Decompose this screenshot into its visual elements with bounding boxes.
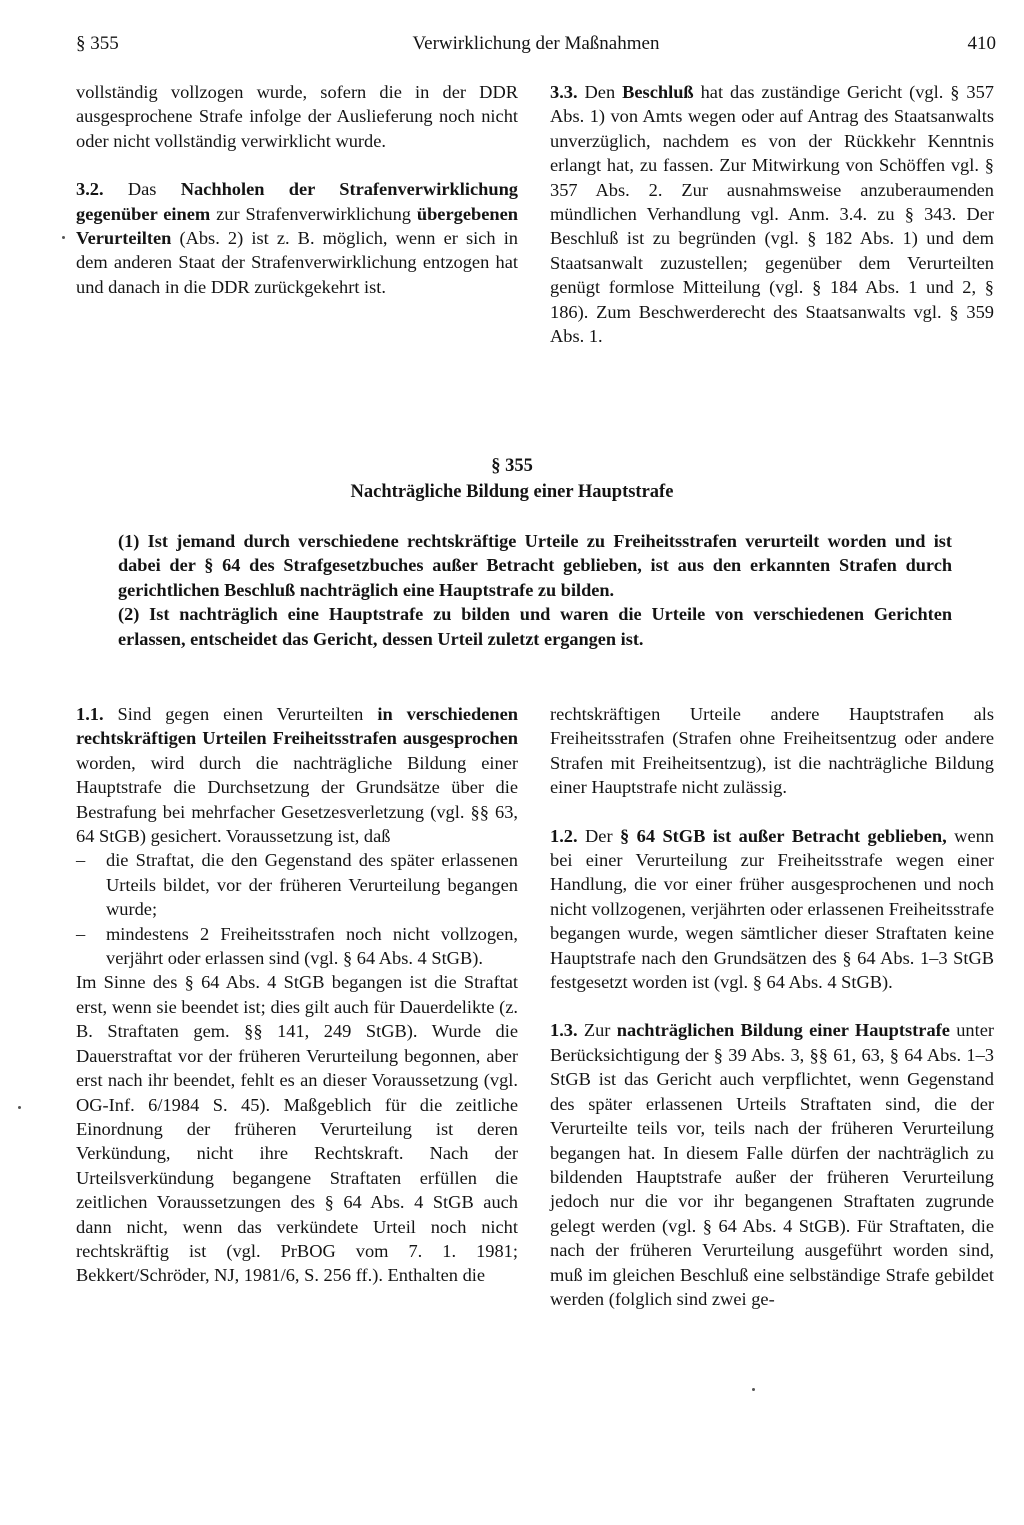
running-header bbox=[76, 30, 996, 62]
dash-bullet: – bbox=[76, 850, 86, 871]
bottom-right-column bbox=[550, 702, 994, 1311]
section-title: Nachträgliche Bildung einer Hauptstrafe bbox=[350, 482, 674, 502]
emphasis-text: Nachholen der Strafenverwirklichung gegenüber einem bbox=[76, 179, 519, 224]
header-section-number: § 355 bbox=[76, 33, 119, 54]
emphasis-text: übergebenen Verurteilten bbox=[76, 203, 518, 249]
list-item-text: die Straftat, die den Gegenstand des später erlassenen Urteils bildet, vor der früheren Verurteilung begangen wurde; bbox=[106, 850, 518, 920]
header-title: Verwirklichung der Maßnahmen bbox=[412, 33, 660, 54]
paragraph-3-3: 3.3. Den Beschluß hat das zuständige Gericht (vgl. § 357 Abs. 1) von Amts wegen oder auf Antrag des Staatsanwalts unverzüglich, nachdem es von der Rückkehr Kenntnis erlangt hat, zu fassen. Zur Mitwirkung von Schöffen vgl. § 357 Abs. 2. Zur ausnahmsweise anzuberaumenden mündlichen Verhandlung vgl. Anm. 3.4. zu § 343. Der Beschluß ist zu begründen (vgl. § 182 Abs. 1) und dem Staatsanwalt zuzustellen; gegenüber dem Verurteilten genügt formlose Mitteilung (vgl. § 184 Abs. 1 und 2, § 186). Zum Beschwerderecht des Staatsanwalts vgl. § 359 Abs. 1. bbox=[550, 82, 994, 347]
dash-bullet: – bbox=[76, 923, 86, 944]
list-item bbox=[76, 922, 518, 971]
scan-speck bbox=[18, 1106, 21, 1109]
paragraph-number: 1.1. bbox=[76, 704, 104, 724]
paragraph-number: 1.2. bbox=[550, 825, 578, 846]
top-left-column bbox=[76, 80, 518, 299]
statute-paragraph-2: (2) Ist nachträglich eine Hauptstrafe zu bilden und waren die Urteile von verschiedenen Gerichten erlassen, entscheidet das Gericht, dessen Urteil zuletzt ergangen ist. bbox=[118, 604, 952, 649]
paragraph-3-2: 3.2. Das Nachholen der Strafenverwirklichung gegenüber einem zur Strafenverwirklichung übergebenen Verurteilten (Abs. 2) ist z. B. möglich, wenn er sich in dem anderen Staat der Strafenverwirklichung entzogen hat und danach in die DDR zurückgekehrt ist. bbox=[76, 179, 519, 297]
paragraph-number: 3.2. bbox=[76, 179, 104, 200]
emphasis-text: nachträglichen Bildung einer Hauptstrafe bbox=[616, 1020, 950, 1041]
list-item bbox=[76, 848, 518, 921]
emphasis-text: in verschiedenen rechtskräftigen Urteilen Freiheitsstrafen ausgesprochen bbox=[76, 704, 518, 749]
statute-text bbox=[118, 529, 952, 651]
scan-speck bbox=[62, 236, 65, 239]
scan-speck bbox=[752, 1388, 755, 1391]
paragraph-1-1: 1.1. Sind gegen einen Verurteilten in verschiedenen rechtskräftigen Urteilen Freiheitsstrafen ausgesprochen worden, wird durch die nachträgliche Bildung einer Hauptstrafe die Durchsetzung der Grundsätze über die Bestrafung bei mehrfacher Gesetzesverletzung (vgl. §§ 63, 64 StGB) gesichert. Voraussetzung ist, daß bbox=[76, 704, 518, 847]
bottom-left-column bbox=[76, 702, 518, 1288]
page-number: 410 bbox=[967, 33, 996, 54]
list-item-text: mindestens 2 Freiheitsstrafen noch nicht vollzogen, verjährt oder erlassen sind (vgl. § 64 Abs. 4 StGB). bbox=[106, 923, 518, 969]
emphasis-text: Beschluß bbox=[622, 82, 694, 102]
top-right-column bbox=[550, 80, 994, 348]
paragraph-continuation: vollständig vollzogen wurde, sofern die in der DDR ausgesprochene Strafe infolge der Auslieferung noch nicht oder nicht vollständig verwirklicht wurde. bbox=[76, 82, 518, 151]
paragraph-1-3: 1.3. Zur nachträglichen Bildung einer Hauptstrafe unter Berücksichtigung der § 39 Abs. 3, §§ 61, 63, § 64 Abs. 1–3 StGB ist das Gericht auch verpflichtet, wenn Gegenstand des später erlassenen Urteils Straftaten sind, die der Verurteilte teils vor, teils nach der früheren Verurteilung begangen hat. In diesem Falle dürfen der nachträglich zu bildenden Hauptstrafe außer der früheren Verurteilung jedoch nur die vor ihr begangenen Straftaten zugrunde gelegt werden (vgl. § 64 Abs. 4 StGB). Für Straftaten, die nach der früheren Verurteilung ausgeführt worden sind, muß im gleichen Beschluß eine selbständige Strafe gebildet werden (folglich sind zwei ge- bbox=[550, 1020, 995, 1309]
emphasis-text: § 64 StGB ist außer Betracht geblieben, bbox=[620, 825, 947, 846]
statute-paragraph-1: (1) Ist jemand durch verschiedene rechtskräftige Urteile zu Freiheitsstrafen verurteilt worden und ist dabei der § 64 des Strafgesetzbuches außer Betracht geblieben, ist aus den erkannten Strafen durch gerichtlichen Beschluß nachträglich eine Hauptstrafe zu bilden. bbox=[118, 531, 952, 600]
section-number: § 355 bbox=[491, 456, 533, 476]
paragraph-continuation: rechtskräftigen Urteile andere Hauptstrafen als Freiheitsstrafen (Strafen ohne Freiheitsentzug oder andere Strafen mit Freiheitsentzug), ist die nachträgliche Bildung einer Hauptstrafe nicht zulässig. bbox=[550, 704, 994, 798]
paragraph-number: 3.3. bbox=[550, 82, 578, 102]
paragraph-number: 1.3. bbox=[550, 1020, 578, 1041]
paragraph-continued: Im Sinne des § 64 Abs. 4 StGB begangen ist die Straftat erst, wenn sie beendet ist; dies gilt auch für Dauerdelikte (z. B. Straftaten gem. §§ 141, 249 StGB). Wurde die Dauerstraftat vor der früheren Verurteilung begonnen, aber erst nach ihr beendet, fehlt es an dieser Voraussetzung (vgl. OG-Inf. 6/1984 S. 45). Maßgeblich für die zeitliche Einordnung der früheren Verurteilung ist deren Verkündung, nicht ihre Rechtskraft. Nach der Urteilsverkündung begangene Straftaten erfüllen die zeitlichen Voraussetzungen des § 64 Abs. 4 StGB auch dann nicht, wenn das verkündete Urteil noch nicht rechtskräftig ist (vgl. PrBOG vom 7. 1. 1981; Bekkert/Schröder, NJ, 1981/6, S. 256 ff.). Enthalten die bbox=[76, 972, 518, 1286]
paragraph-1-2: 1.2. Der § 64 StGB ist außer Betracht geblieben, wenn bei einer Verurteilung zur Freiheitsstrafe wegen einer Handlung, die vor einer früher ausgesprochenen und noch nicht vollzogenen, verjährten oder erlassenen Freiheitsstrafe begangen wurde, wegen sämtlicher dieser Straftaten keine Hauptstrafe nach den Grundsätzen des § 64 Abs. 1–3 StGB festgesetzt worden ist (vgl. § 64 Abs. 4 StGB). bbox=[550, 825, 994, 993]
